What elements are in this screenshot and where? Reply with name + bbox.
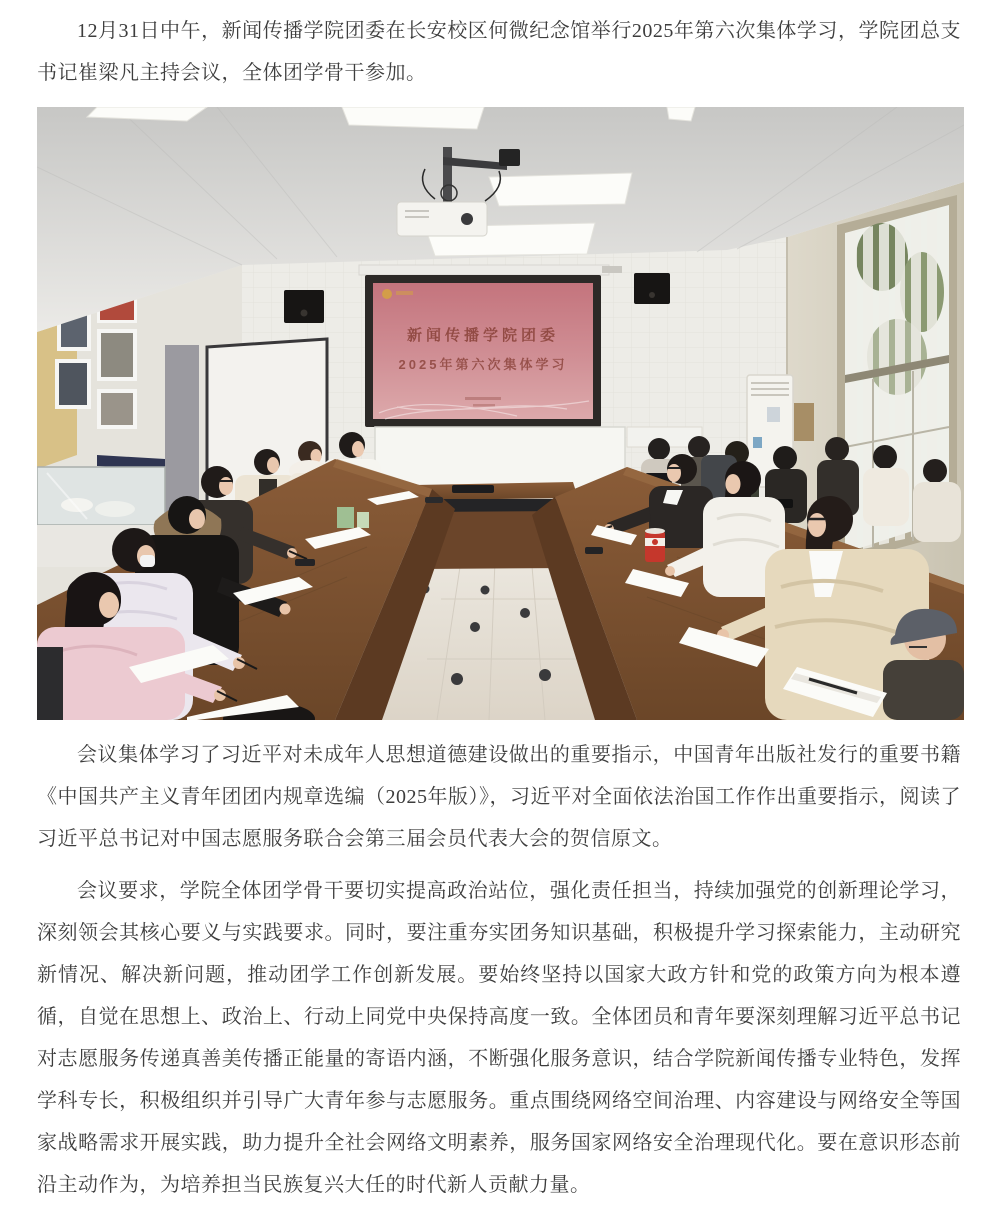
- meeting-room-photo[interactable]: [37, 107, 964, 720]
- notebook-right: [585, 547, 603, 554]
- black-chair: [37, 647, 63, 720]
- speaker-left: [284, 290, 324, 323]
- notebook: [452, 485, 494, 493]
- slide-title-line2: 2025年第六次集体学习: [398, 357, 568, 372]
- article-paragraph-1: 12月31日中午，新闻传播学院团委在长安校区何微纪念馆举行2025年第六次集体学习，学院团总支书记崔梁凡主持会议，全体团学骨干参加。: [37, 20, 961, 84]
- article-paragraph-3: 会议要求，学院全体团学骨干要切实提高政治站位，强化责任担当，持续加强党的创新理论学习，深刻领会其核心要义与实践要求。同时，要注重夯实团务知识基础，积极提升学习探索能力，主动研究新情况、解决新问题，推动团学工作创新发展。要始终坚持以国家大政方针和党的政策方向为根本遵循，自觉在思想上、政治上、行动上同党中央保持高度一致。全体团员和青年要深刻理解习近平总书记对志愿服务传递真善美传播正能量的寄语内涵，不断强化服务意识，结合学院新闻传播专业特色，发挥学科专长，积极组织并引导广大青年参与志愿服务。重点围绕网络空间治理、内容建设与网络安全等国家战略需求开展实践，助力提升全社会网络文明素养，服务国家网络安全治理现代化。要在意识形态前沿主动作为，为培养担当民族复兴大任的时代新人贡献力量。: [37, 880, 961, 1196]
- article-paragraph-2: 会议集体学习了习近平对未成年人思想道德建设做出的重要指示，中国青年出版社发行的重要书籍《中国共产主义青年团团内规章选编（2025年版）》，习近平对全面依法治国工作作出重要指示，阅读了习近平总书记对中国志愿服务联合会第三届会员代表大会的贺信原文。: [37, 744, 961, 850]
- slide-title-line1: 新闻传播学院团委: [406, 327, 560, 344]
- meeting-room-illustration: [37, 107, 964, 720]
- screen-casing: [359, 265, 609, 275]
- phone: [425, 497, 443, 503]
- green-box: [357, 512, 369, 528]
- speaker-right: [634, 273, 670, 304]
- cardboard-box: [794, 403, 814, 441]
- green-cup: [337, 507, 354, 528]
- phone-left: [295, 559, 315, 566]
- red-cup: [645, 528, 665, 562]
